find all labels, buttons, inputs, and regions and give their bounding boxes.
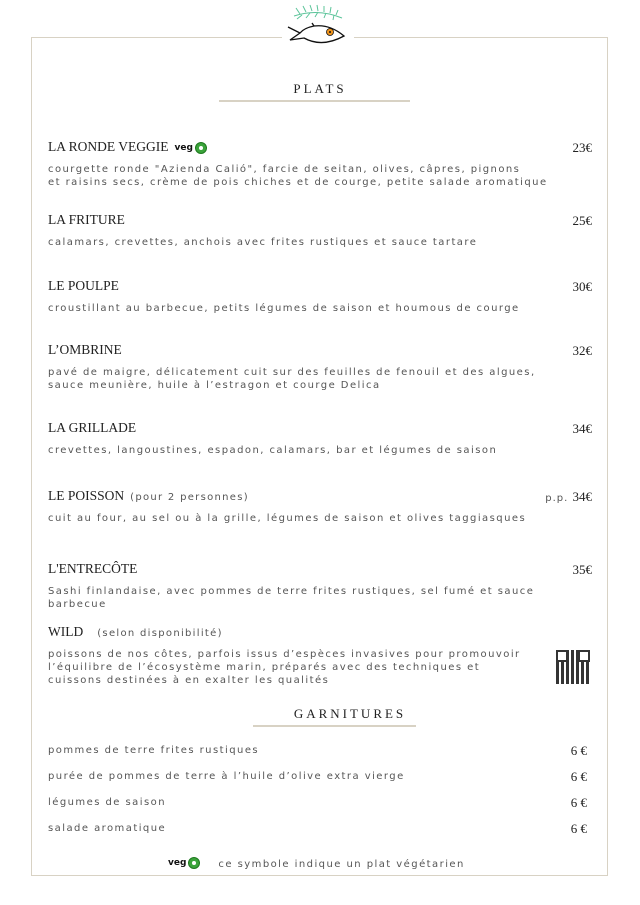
price-value: 23€ [572,140,592,155]
dish-description: calamars, crevettes, anchois avec frites rustiques et sauce tartare [48,237,478,248]
price-value: 34€ [572,489,592,504]
dish-note: (pour 2 personnes) [130,492,249,503]
dish-description: cuit au four, au sel ou à la grille, légumes de saison et olives taggiasques [48,513,527,524]
dish-name: L’OMBRINE [48,342,122,357]
veg-badge [175,142,207,154]
dish-description: pavé de maigre, délicatement cuit sur des feuilles de fenouil et des algues, [48,367,536,378]
dish-title [48,139,207,155]
dish-name: LE POULPE [48,278,119,293]
dish-description: cuissons destinées à en exalter les qualités [48,675,330,686]
qr-code-icon[interactable] [556,650,590,684]
dish-price [573,343,593,359]
dish-description: courgette ronde "Azienda Calió", farcie de seitan, olives, câpres, pignons [48,164,521,175]
dish-title [48,278,119,294]
veg-icon [195,142,207,154]
side-price: 6 € [570,821,587,836]
veg-label: veg [168,858,187,869]
dish-price [573,562,593,578]
dish-name: LA RONDE VEGGIE [48,139,169,154]
divider [253,725,416,727]
side-name: salade aromatique [48,823,167,834]
side-price: 6 € [570,795,587,810]
section-title-garnitures: GARNITURES [293,706,407,721]
dish-title [48,342,122,358]
dish-price: p.p. 34€ [545,489,592,504]
price-value: 32€ [572,343,592,358]
dish-name: L'ENTRECÔTE [48,561,138,576]
price-value: 35€ [572,562,592,577]
side-name: légumes de saison [48,797,167,808]
dish-description: crevettes, langoustines, espadon, calamars, bar et légumes de saison [48,445,498,456]
dish-name: WILD [48,624,84,639]
side-price: 6 € [570,743,587,758]
price-value: 34€ [572,421,592,436]
dish-name: LE POISSON [48,488,125,503]
veg-legend-text: ce symbole indique un plat végétarien [218,859,465,870]
side-price: 6 € [570,769,587,784]
dish-name: LA FRITURE [48,212,125,227]
dish-description: croustillant au barbecue, petits légumes de saison et houmous de courge [48,303,520,314]
dish-title [48,488,249,504]
dish-price [573,140,593,156]
dish-description: l’équilibre de l’écosystème marin, préparés avec des techniques et [48,662,481,673]
dish-title [48,561,137,577]
veg-badge [168,857,200,869]
dish-price [573,421,593,437]
dish-description: poissons de nos côtes, parfois issus d’espèces invasives pour promouvoir [48,649,521,660]
dish-title [48,212,125,228]
dish-title [48,420,136,436]
side-name: pommes de terre frites rustiques [48,745,260,756]
dish-description: Sashi finlandaise, avec pommes de terre frites rustiques, sel fumé et sauce [48,586,535,597]
side-name: purée de pommes de terre à l’huile d’olive extra vierge [48,771,405,782]
veg-icon [188,857,200,869]
veg-legend [168,854,465,872]
dish-description: barbecue [48,599,107,610]
dish-description: sauce meunière, huile à l’estragon et courge Delica [48,380,381,391]
veg-label: veg [174,142,193,153]
dish-price [573,279,593,295]
section-title-plats: PLATS [293,81,347,96]
dish-name: LA GRILLADE [48,420,137,435]
price-value: 25€ [572,213,592,228]
price-value: 30€ [572,279,592,294]
divider [219,100,410,102]
dish-note: (selon disponibilité) [97,628,223,639]
dish-title [48,624,223,640]
dish-description: et raisins secs, crème de pois chiches et de courge, petite salade aromatique [48,177,548,188]
dish-price [573,213,593,229]
fish-logo-icon [282,2,354,50]
